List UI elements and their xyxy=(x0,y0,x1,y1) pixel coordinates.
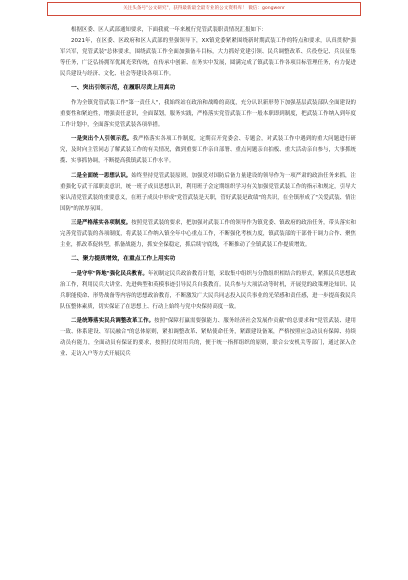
point-3-lead: 三是严格落实各项制度。 xyxy=(71,219,132,226)
point-4-lead: 一是守牢"阵地"强化民兵教育。 xyxy=(71,270,148,277)
point-3-paragraph xyxy=(60,218,356,251)
point-1-text: 我严格落实各项工作制度，定期召开党委会、专题会，对武装工作中遇到的重大问题进行研究，及时向主管同志了解武装工作的有关情况，做到重要工作亲自部署、重点问题亲自拍板、重大活动亲自参与，大事抓统揽、实事抓协调，不断提高我镇武装工作水平。 xyxy=(60,136,356,165)
section-heading-2: 二、聚力提质增效，在重点工作上用实功 xyxy=(71,256,176,263)
point-1-paragraph xyxy=(60,134,356,167)
section-heading-1: 一、突出引领示范，在履职尽责上用真功 xyxy=(71,85,176,92)
point-2-lead: 二是全面统一思想认识。 xyxy=(71,172,132,179)
section1-paragraph: 作为全镇党管武装工作"第一责任人"，我始终站在政治和战略的高度，充分认识新形势下加强基层武装部队全面建设的重要性和紧迫性，增强责任意识，全面谋划，服务实践，严格落实党管武装工作一般本职即到制度，把武装工作纳入到年度工作计划中，全面落实党管武装各项举措。 xyxy=(60,99,356,129)
document-body xyxy=(60,25,356,360)
point-2-paragraph xyxy=(60,171,356,215)
point-1-lead: 一是突出个人引领示范。 xyxy=(71,136,133,143)
point-3-text: 按照党管武装的要求，把加强对武装工作的领导作为镇党委、镇政府的政治任务，带头落实和完善党管武装的各项制度，将武装工作纳入镇全年中心重点工作，不断强化考核力度，镇武装部的干部骨干调力合作、聚焦主业，抓改革促转型，抓备战能力，抓安全保稳定，抓后续守底线，不断推动了全镇武装工作提质增效。 xyxy=(60,219,356,249)
point-5-text: 按照"保障打赢需要强能力、服务经济社会发展作贡献"的总要求和"党管武装、建用一致、体系建设、军民融合"的总体原则，紧扣调整改革、紧贴使命任务，紧跟建设备案，严格按照应急动员有保障、持续动员有能力，全面动员有保证的要求，按照打仗时用兵的，便于统一指挥组织的原则，联合公安机关等部门，通过深入企业、走访入户等方式开展民兵 xyxy=(60,318,356,358)
summary-paragraph: 2021年，在区委、区政府和区人武部的坚强领导下，XX镇党委紧紧围绕新时期武装工作的特点和要求，认真贯彻"强军兴军，党管武装"总体要求，围绕武装工作全面加强备斗目标，大力抓好党建引领、民兵调整改革、兵役登记、兵员征集等任务，广泛弘扬拥军优属光荣传统，在传承中创新、在务实中发展，圆满完成了镇武装工作各项目标管理任务，有力促进民兵建设与经济、文化、社会等建设各项工作。 xyxy=(60,38,356,78)
header-banner: 关注头条号"公文研究"，获得最新最全最专业的公文资料库！ 微信：gongwenr xyxy=(47,2,361,16)
intro-paragraph: 根据区委、区人武部通知要求，下面我就一年来履行党管武装职责情况汇报如下： xyxy=(71,27,267,33)
point-5-lead: 二是统筹落实民兵调整改革工作。 xyxy=(71,318,155,325)
point-4-text: 年初制定民兵政治教育计划，采取集中组织与分散组织相结合的形式，紧抓民兵思想政治工作，利用民兵大讲堂、先进典型和英模事迹引导民兵自我教育。民兵参与大项活动等时机，开展党的政策理论知识、民兵职能使命、形势战备等内容的思想政治教育，不断激发广大民兵同志投入民兵事业的光荣感和责任感，进一步提高我民兵队伍整体素质，切实保证了在思想上、行动上始终与党中央保持高度一致。 xyxy=(60,270,356,310)
point-2-text: 始终坚持党管武装原则，加强党对国防后备力量建设的领导作为一项严肃的政治任务来抓，注重强化专武干部职责意识，统一班子成员思想认识，利用班子会定期组织学习有关加强党管武装工作的指示和规定，引导大家认清党管武装的重要意义，在班子成员中形成"党管武装是天职，管好武装是政绩"的共识，在全镇形成了"关爱武装、情注国防"的浓厚氛围。 xyxy=(60,172,356,212)
point-4-paragraph xyxy=(60,269,356,313)
point-5-paragraph xyxy=(60,316,356,360)
